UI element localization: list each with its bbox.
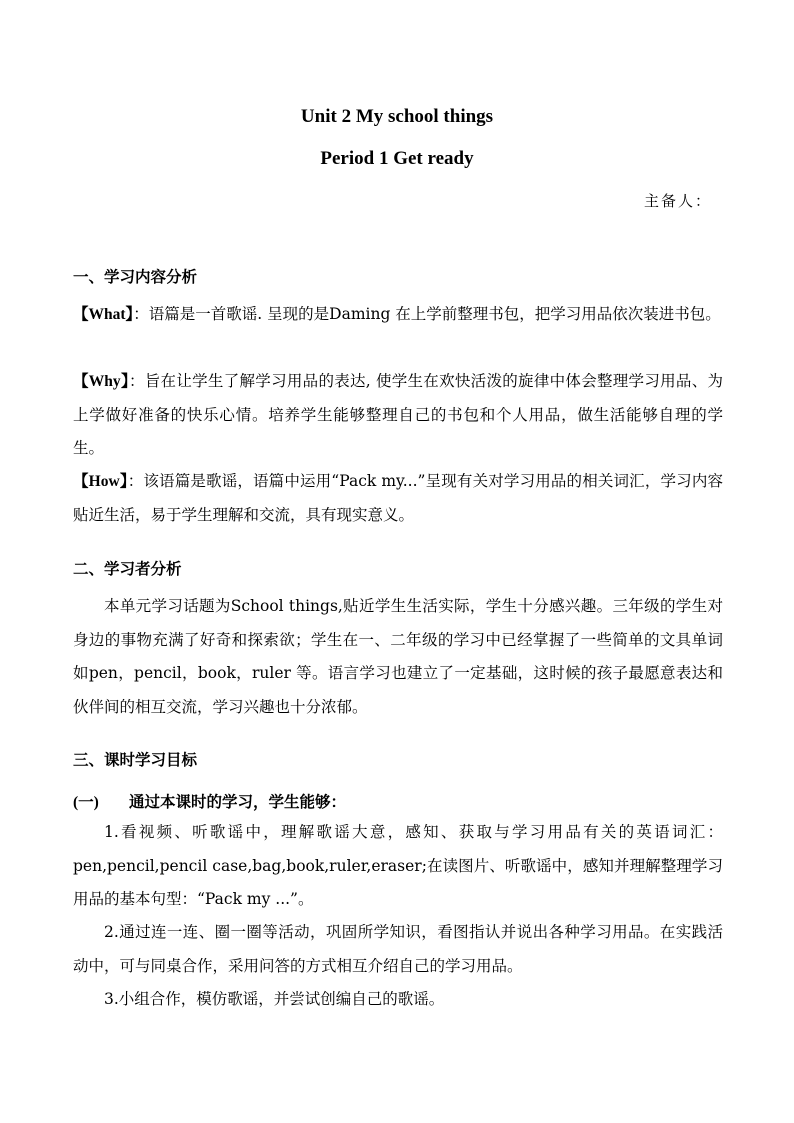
section-heading-learning-goals: 三、课时学习目标: [73, 750, 198, 769]
why-text: ：旨在让学生了解学习用品的表达, 使学生在欢快活泼的旋律中体会整理学习用品、为上学做好准备的快乐心情。培养学生能够整理自己的书包和个人用品，做生活能够自理的学生。: [73, 372, 723, 457]
why-paragraph: [73, 365, 723, 466]
goal-subheading-number: (一): [73, 794, 99, 811]
what-text: ：语篇是一首歌谣. 呈现的是Daming 在上学前整理书包，把学习用品依次装进书包。: [133, 305, 721, 323]
goal-item-2: 2.通过连一连、圈一圈等活动，巩固所学知识，看图指认并说出各种学习用品。在实践活动中，可与同桌合作，采用问答的方式相互介绍自己的学习用品。: [73, 923, 723, 975]
goal-item-3: 3.小组合作，模仿歌谣，并尝试创编自己的歌谣。: [104, 990, 445, 1008]
how-tag: 【How】: [73, 473, 128, 490]
how-paragraph: [73, 465, 723, 532]
section-heading-learner-analysis: 二、学习者分析: [73, 559, 182, 578]
section-heading-content-analysis: 一、学习内容分析: [73, 267, 198, 286]
learner-analysis-paragraph: 本单元学习话题为School things,贴近学生生活实际，学生十分感兴趣。三年级的学生对身边的事物充满了好奇和探索欲；学生在一、二年级的学习中已经掌握了一些简单的文具单词如pen，pencil，book，ruler 等。语言学习也建立了一定基础，这时候的孩子最愿意表达和伙伴间的相互交流，学习兴趣也十分浓郁。: [73, 597, 723, 716]
what-paragraph: [73, 298, 723, 332]
what-tag: 【What】: [73, 306, 134, 323]
goal-subheading: [73, 790, 346, 812]
goal-item-1: 1.看视频、听歌谣中，理解歌谣大意，感知、获取与学习用品有关的英语词汇：pen,pencil,pencil case,bag,book,ruler,eraser;在读图片、听歌谣中，感知并理解整理学习用品的基本句型：“Pack my ...”。: [73, 823, 723, 908]
document-subtitle: Period 1 Get ready: [320, 148, 474, 169]
goal-subheading-text: 通过本课时的学习，学生能够：: [129, 792, 347, 811]
why-tag: 【Why】: [73, 373, 129, 390]
preparer-label: 主备人：: [643, 192, 712, 210]
how-text: ：该语篇是歌谣，语篇中运用“Pack my...”呈现有关对学习用品的相关词汇，学习内容贴近生活，易于学生理解和交流，具有现实意义。: [73, 472, 723, 524]
document-title: Unit 2 My school things: [300, 106, 494, 127]
